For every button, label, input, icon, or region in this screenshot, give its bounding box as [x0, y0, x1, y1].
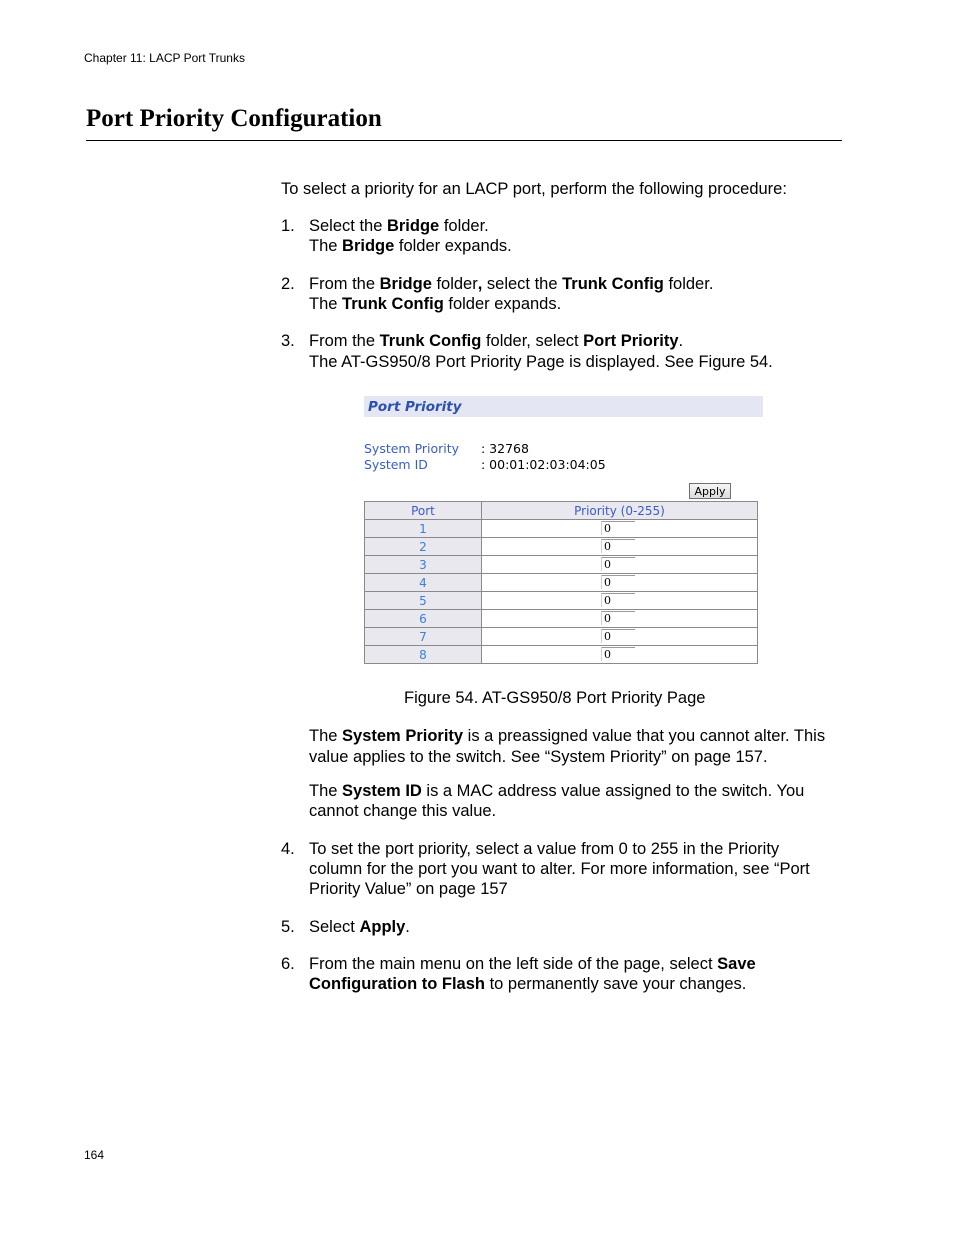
- step-4-line3: Priority Value” on page 157: [309, 880, 508, 898]
- title-rule: [86, 140, 842, 141]
- column-header-priority: Priority (0-255): [482, 502, 758, 520]
- port-number-link[interactable]: 3: [365, 556, 482, 574]
- port-row: [365, 556, 758, 574]
- step-2-number: 2.: [281, 275, 295, 293]
- step-1-number: 1.: [281, 217, 295, 235]
- chapter-header: Chapter 11: LACP Port Trunks: [84, 51, 245, 65]
- section-title: Port Priority Configuration: [86, 105, 382, 132]
- step-2-result: The Trunk Config folder expands.: [309, 295, 562, 313]
- system-id-note-line2: cannot change this value.: [309, 802, 497, 820]
- port-number-link[interactable]: 8: [365, 646, 482, 664]
- system-id-label: System ID: [364, 457, 428, 472]
- port-priority-figure: [364, 396, 764, 668]
- port-row: [365, 646, 758, 664]
- step-3-text: From the Trunk Config folder, select Port Priority.: [309, 332, 684, 350]
- step-2-text: From the Bridge folder, select the Trunk Config folder.: [309, 275, 714, 293]
- priority-cell: [482, 556, 758, 574]
- priority-cell: [482, 646, 758, 664]
- column-header-port: Port: [365, 502, 482, 520]
- page-number: 164: [84, 1148, 105, 1162]
- step-5-text: Select Apply.: [309, 918, 410, 936]
- port-number-link[interactable]: 2: [365, 538, 482, 556]
- priority-cell: [482, 628, 758, 646]
- step-1-result: The Bridge folder expands.: [309, 237, 512, 255]
- system-priority-value: : 32768: [481, 441, 529, 456]
- port-number-link[interactable]: 4: [365, 574, 482, 592]
- step-5-number: 5.: [281, 918, 295, 936]
- port-priority-title-bar: [364, 396, 763, 417]
- port-number-link[interactable]: 6: [365, 610, 482, 628]
- port-row: [365, 520, 758, 538]
- intro-text: To select a priority for an LACP port, perform the following procedure:: [281, 180, 787, 198]
- priority-cell: [482, 574, 758, 592]
- port-row: [365, 538, 758, 556]
- port-row: [365, 628, 758, 646]
- system-id-value: : 00:01:02:03:04:05: [481, 457, 606, 472]
- apply-button[interactable]: Apply: [689, 483, 731, 499]
- priority-input[interactable]: [601, 611, 635, 625]
- step-1-text: Select the Bridge folder.: [309, 217, 489, 235]
- port-number-link[interactable]: 1: [365, 520, 482, 538]
- priority-cell: [482, 592, 758, 610]
- port-row: [365, 592, 758, 610]
- system-priority-note: The System Priority is a preassigned value that you cannot alter. This: [309, 727, 826, 745]
- step-6-number: 6.: [281, 955, 295, 973]
- step-6-line1: From the main menu on the left side of the page, select Save: [309, 955, 756, 973]
- port-number-link[interactable]: 5: [365, 592, 482, 610]
- step-4-line1: To set the port priority, select a value from 0 to 255 in the Priority: [309, 840, 780, 858]
- priority-input[interactable]: [601, 629, 635, 643]
- step-4-number: 4.: [281, 840, 295, 858]
- step-4-line2: column for the port you want to alter. For more information, see “Port: [309, 860, 810, 878]
- priority-cell: [482, 610, 758, 628]
- port-priority-heading: Port Priority: [368, 399, 462, 415]
- figure-caption: Figure 54. AT-GS950/8 Port Priority Page: [404, 689, 706, 707]
- step-3-result: The AT-GS950/8 Port Priority Page is displayed. See Figure 54.: [309, 353, 773, 371]
- priority-input[interactable]: [601, 557, 635, 571]
- priority-cell: [482, 538, 758, 556]
- port-number-link[interactable]: 7: [365, 628, 482, 646]
- priority-input[interactable]: [601, 647, 635, 661]
- step-6-line2: Configuration to Flash to permanently save your changes.: [309, 975, 747, 993]
- priority-input[interactable]: [601, 575, 635, 589]
- system-priority-label: System Priority: [364, 441, 460, 456]
- priority-input[interactable]: [601, 521, 635, 535]
- port-priority-table: [364, 501, 758, 664]
- step-3-number: 3.: [281, 332, 295, 350]
- system-id-note: The System ID is a MAC address value assigned to the switch. You: [309, 782, 805, 800]
- priority-input[interactable]: [601, 539, 635, 553]
- priority-input[interactable]: [601, 593, 635, 607]
- port-row: [365, 610, 758, 628]
- port-row: [365, 574, 758, 592]
- system-priority-note-line2: value applies to the switch. See “System Priority” on page 157.: [309, 748, 768, 766]
- priority-cell: [482, 520, 758, 538]
